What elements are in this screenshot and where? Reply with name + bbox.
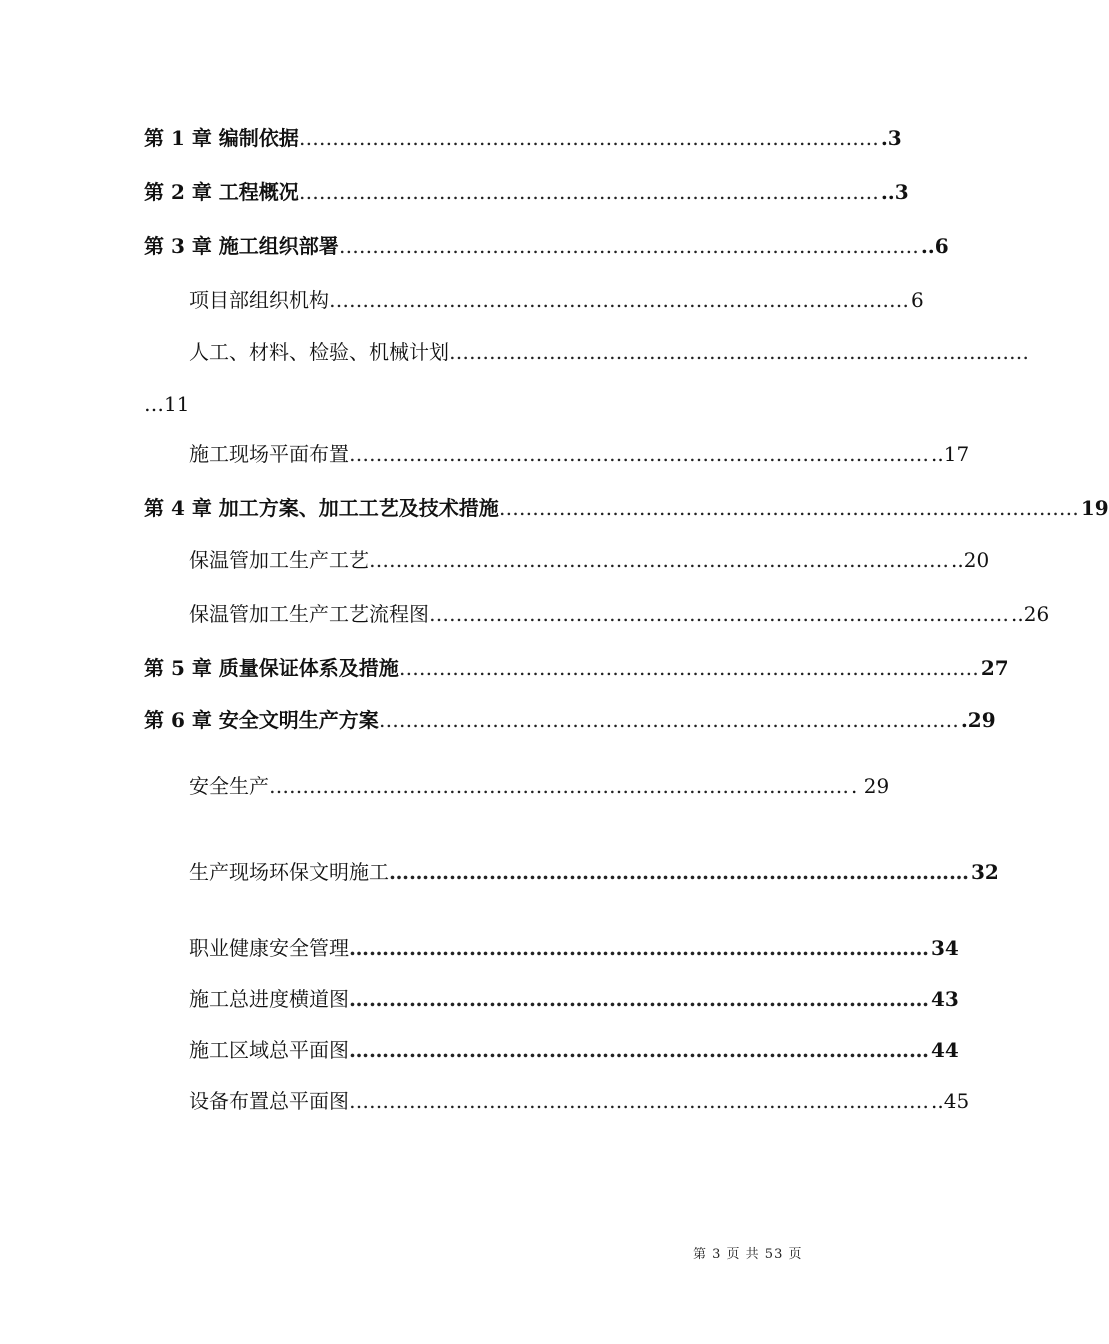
toc-entry-page: ..6 [920, 234, 949, 258]
dot-leader: …………………………………………………………………………… [398, 656, 979, 680]
toc-entry-title: 第 5 章 质量保证体系及措施 [144, 656, 399, 680]
toc-entry-page: ..26 [1011, 602, 1050, 626]
toc-entry [189, 546, 990, 574]
toc-entry [189, 934, 959, 962]
toc-entry [144, 178, 909, 206]
toc-entry-title: 施工区域总平面图 [189, 1038, 349, 1062]
dot-leader: …………………………………………………………………………… [329, 288, 909, 312]
toc-entry [189, 338, 1029, 366]
toc-entry-title: 生产现场环保文明施工 [189, 860, 389, 884]
toc-entry-page: .3 [880, 126, 902, 150]
toc-entry-title: 保温管加工生产工艺流程图 [189, 602, 429, 626]
dot-leader: …………………………………………………………………………… [269, 774, 849, 798]
dot-leader: …………………………………………………………………………… [429, 602, 1009, 626]
toc-entry-title: 第 2 章 工程概况 [144, 180, 299, 204]
toc-entry-page: 6 [911, 288, 924, 312]
toc-entry [189, 440, 970, 468]
toc-entry-title: 人工、材料、检验、机械计划 [189, 340, 449, 364]
toc-entry-page: 27 [980, 656, 1009, 680]
toc-entry [189, 985, 959, 1013]
dot-leader: …………………………………………………………………………… [349, 442, 929, 466]
dot-leader: …………………………………………………………………………… [298, 180, 879, 204]
toc-entry-title: 安全生产 [189, 774, 269, 798]
toc-entry [189, 286, 924, 314]
toc-entry-page: 19 [1080, 496, 1109, 520]
toc-entry [189, 1036, 959, 1064]
toc-entry [144, 232, 949, 260]
dot-leader: …………………………………………………………………………… [349, 936, 929, 960]
toc-entry-page: 44 [931, 1038, 959, 1062]
toc-entry-title: 设备布置总平面图 [189, 1089, 349, 1113]
dot-leader: …………………………………………………………………………… [389, 860, 969, 884]
page-footer: 第 3 页 共 53 页 [693, 1247, 803, 1262]
toc-entry [189, 772, 890, 800]
toc-entry-title: 施工总进度横道图 [189, 987, 349, 1011]
toc-entry-title: 第 1 章 编制依据 [144, 126, 299, 150]
dot-leader: …………………………………………………………………………… [369, 548, 949, 572]
toc-entry [144, 654, 1009, 682]
toc-entry-title: 保温管加工生产工艺 [189, 548, 369, 572]
toc-entry [144, 124, 902, 152]
dot-leader: …………………………………………………………………………… [378, 708, 959, 732]
toc-entry-continuation: …11 [144, 392, 190, 416]
toc-entry-title: 项目部组织机构 [189, 288, 329, 312]
dot-leader: …………………………………………………………………………… [349, 1038, 929, 1062]
toc-entry-title: 第 4 章 加工方案、加工工艺及技术措施 [144, 496, 499, 520]
toc-entry [144, 706, 996, 734]
toc-entry-page: .29 [960, 708, 996, 732]
dot-leader: …………………………………………………………………………… [498, 496, 1079, 520]
toc-entry [144, 494, 1109, 522]
toc-entry-title: 施工现场平面布置 [189, 442, 349, 466]
toc-entry-title: 第 3 章 施工组织部署 [144, 234, 339, 258]
toc-entry-page: ..3 [880, 180, 909, 204]
toc-entry [189, 858, 999, 886]
toc-entry-page: ..20 [951, 548, 990, 572]
toc-entry-page: ..17 [931, 442, 970, 466]
toc-entry-title: 第 6 章 安全文明生产方案 [144, 708, 379, 732]
dot-leader: …………………………………………………………………………… [349, 1089, 929, 1113]
toc-entry-page: . 29 [851, 774, 890, 798]
dot-leader: …………………………………………………………………………… [338, 234, 919, 258]
toc-entry-page: 43 [931, 987, 959, 1011]
dot-leader: …………………………………………………………………………… [349, 987, 929, 1011]
dot-leader: …………………………………………………………………………… [449, 340, 1029, 364]
toc-entry [189, 600, 1050, 628]
toc-entry [189, 1087, 970, 1115]
toc-entry-page: 32 [971, 860, 999, 884]
toc-entry-page: ..45 [931, 1089, 970, 1113]
toc-entry-title: 职业健康安全管理 [189, 936, 349, 960]
toc-entry-page: 34 [931, 936, 959, 960]
dot-leader: …………………………………………………………………………… [298, 126, 879, 150]
